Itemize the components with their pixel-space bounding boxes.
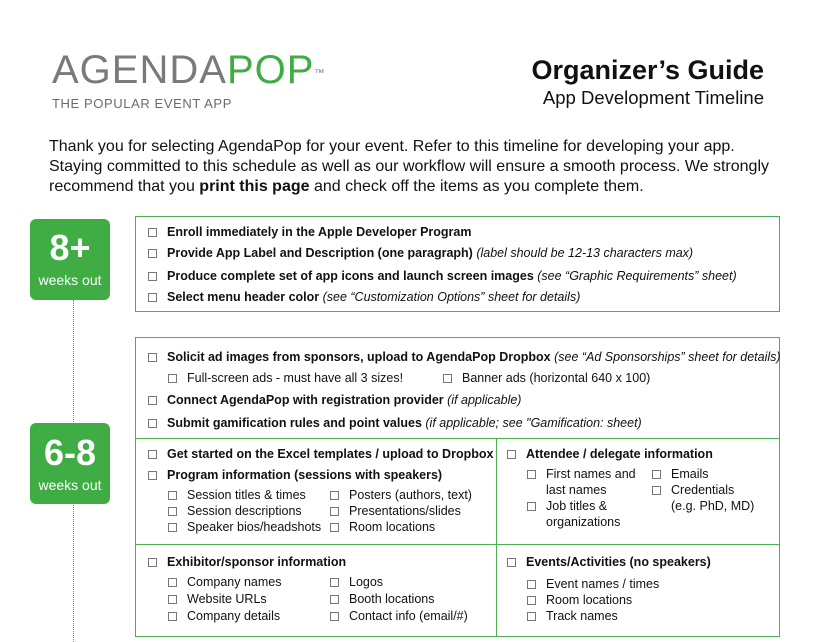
subitem-label: Website URLs bbox=[187, 592, 267, 606]
subitem-label: Company names bbox=[187, 575, 282, 589]
checklist-item-connect[interactable] bbox=[148, 392, 521, 408]
subitem-label: First names and bbox=[546, 467, 636, 481]
logo-agenda: AGENDA bbox=[52, 48, 227, 92]
subitem-label: Track names bbox=[546, 609, 618, 623]
checklist-item[interactable] bbox=[148, 268, 737, 284]
checklist-item-gamification[interactable] bbox=[148, 415, 642, 431]
item-label: Connect AgendaPop with registration provider bbox=[167, 393, 448, 407]
item-label: Produce complete set of app icons and launch screen images bbox=[167, 269, 538, 283]
item-label: Solicit ad images from sponsors, upload to AgendaPop Dropbox bbox=[167, 350, 555, 364]
checklist-subitem[interactable] bbox=[168, 487, 306, 503]
checkbox-icon[interactable] bbox=[652, 486, 661, 495]
checkbox-icon[interactable] bbox=[527, 580, 536, 589]
checklist-item[interactable] bbox=[148, 245, 693, 261]
item-note: (see “Customization Options” sheet for details) bbox=[322, 290, 581, 304]
divider bbox=[136, 438, 779, 439]
logo-trademark: ™ bbox=[314, 68, 326, 79]
logo-pop: POP bbox=[226, 48, 315, 92]
checkbox-icon[interactable] bbox=[330, 523, 339, 532]
checkbox-icon[interactable] bbox=[168, 491, 177, 500]
checkbox-icon[interactable] bbox=[330, 578, 339, 587]
checklist-item-program[interactable] bbox=[148, 467, 442, 483]
intro-text-start: Thank you for selecting AgendaPop for your event. Refer to this timeline for developing your app. Staying committed to this schedule as well as our workflow will ensure a smooth process. We strongly recommend that you bbox=[49, 138, 770, 195]
item-note: (see “Graphic Requirements” sheet) bbox=[537, 269, 737, 283]
divider bbox=[496, 438, 497, 636]
checklist-item-ads[interactable] bbox=[148, 349, 781, 365]
checkbox-icon[interactable] bbox=[330, 507, 339, 516]
subitem-label: Logos bbox=[349, 575, 384, 589]
title-block bbox=[531, 55, 764, 111]
checkbox-icon[interactable] bbox=[168, 374, 177, 383]
checklist-item-excel[interactable] bbox=[148, 446, 493, 462]
phase1-checklist-panel bbox=[135, 216, 780, 312]
checklist-subitem[interactable] bbox=[330, 487, 472, 503]
subitem-label: Emails bbox=[671, 467, 709, 481]
checklist-subitem[interactable] bbox=[168, 519, 321, 535]
item-label: Exhibitor/sponsor information bbox=[167, 555, 347, 569]
checkbox-icon[interactable] bbox=[148, 293, 157, 302]
checklist-item-events[interactable] bbox=[507, 554, 711, 570]
checkbox-icon[interactable] bbox=[148, 353, 157, 362]
checklist-subitem[interactable] bbox=[168, 574, 282, 590]
checklist-subitem[interactable] bbox=[527, 592, 632, 608]
checklist-subitem[interactable] bbox=[527, 498, 607, 514]
checklist-subitem[interactable] bbox=[168, 370, 403, 386]
subitem-label: Banner ads (horizontal 640 x 100) bbox=[462, 371, 651, 385]
subitem-continuation: organizations bbox=[546, 515, 621, 529]
item-label: Get started on the Excel templates / upload to Dropbox bbox=[167, 447, 494, 461]
checkbox-icon[interactable] bbox=[507, 450, 516, 459]
checklist-subitem[interactable] bbox=[168, 591, 267, 607]
item-label: Attendee / delegate information bbox=[526, 447, 713, 461]
logo-wordmark bbox=[52, 50, 325, 90]
subitem-label: Credentials bbox=[671, 483, 735, 497]
checkbox-icon[interactable] bbox=[168, 595, 177, 604]
checklist-item-attendee[interactable] bbox=[507, 446, 713, 462]
badge-number: 8+ bbox=[49, 227, 91, 268]
subitem-label: Full-screen ads - must have all 3 sizes! bbox=[187, 371, 404, 385]
intro-text-end: and check off the items as you complete them. bbox=[309, 178, 644, 195]
checklist-subitem[interactable] bbox=[330, 574, 383, 590]
subitem-label: Event names / times bbox=[546, 577, 660, 591]
checkbox-icon[interactable] bbox=[527, 502, 536, 511]
badge-label: weeks out bbox=[38, 477, 102, 493]
checklist-subitem[interactable] bbox=[168, 608, 280, 624]
badge-6-8-weeks bbox=[30, 423, 110, 504]
subitem-label: Posters (authors, text) bbox=[349, 488, 472, 502]
checkbox-icon[interactable] bbox=[148, 249, 157, 258]
subitem-continuation: last names bbox=[546, 483, 607, 497]
checkbox-icon[interactable] bbox=[527, 612, 536, 621]
subitem-label: Company details bbox=[187, 609, 281, 623]
checklist-subitem[interactable] bbox=[330, 608, 468, 624]
subitem-continuation: (e.g. PhD, MD) bbox=[671, 499, 755, 513]
subitem-label: Room locations bbox=[546, 593, 633, 607]
checkbox-icon[interactable] bbox=[330, 491, 339, 500]
checkbox-icon[interactable] bbox=[527, 470, 536, 479]
subitem-label: Speaker bios/headshots bbox=[187, 520, 322, 534]
checklist-subitem[interactable] bbox=[168, 503, 302, 519]
item-note: (label should be 12-13 characters max) bbox=[476, 246, 694, 260]
item-label: Select menu header color bbox=[167, 290, 323, 304]
item-label: Provide App Label and Description (one paragraph) bbox=[167, 246, 477, 260]
checkbox-icon[interactable] bbox=[527, 596, 536, 605]
item-note: (if applicable; see "Gamification: sheet) bbox=[425, 416, 642, 430]
item-label: Enroll immediately in the Apple Developer Program bbox=[167, 225, 472, 239]
checkbox-icon[interactable] bbox=[148, 471, 157, 480]
logo-tagline: THE POPULAR EVENT APP bbox=[52, 96, 232, 111]
subitem-label: Room locations bbox=[349, 520, 436, 534]
checklist-item-exhibitor[interactable] bbox=[148, 554, 346, 570]
checkbox-icon[interactable] bbox=[148, 272, 157, 281]
subitem-label: Job titles & bbox=[546, 499, 608, 513]
checkbox-icon[interactable] bbox=[148, 396, 157, 405]
page-subtitle: App Development Timeline bbox=[542, 87, 764, 108]
checklist-subitem[interactable] bbox=[330, 503, 461, 519]
checklist-item[interactable] bbox=[148, 224, 471, 240]
subitem-label: Presentations/slides bbox=[349, 504, 461, 518]
checkbox-icon[interactable] bbox=[330, 612, 339, 621]
subitem-label: Session descriptions bbox=[187, 504, 302, 518]
badge-label: weeks out bbox=[38, 272, 102, 288]
checklist-subitem[interactable] bbox=[527, 466, 636, 482]
item-note: (if applicable) bbox=[447, 393, 522, 407]
checklist-subitem[interactable] bbox=[330, 519, 435, 535]
checkbox-icon[interactable] bbox=[652, 470, 661, 479]
intro-paragraph bbox=[49, 137, 769, 197]
intro-bold-text: print this page bbox=[199, 178, 310, 195]
checklist-subitem[interactable] bbox=[527, 576, 659, 592]
checkbox-icon[interactable] bbox=[168, 523, 177, 532]
item-label: Events/Activities (no speakers) bbox=[526, 555, 711, 569]
item-note: (see “Ad Sponsorships” sheet for details) bbox=[554, 350, 781, 364]
checkbox-icon[interactable] bbox=[168, 507, 177, 516]
checkbox-icon[interactable] bbox=[148, 419, 157, 428]
checklist-subitem[interactable] bbox=[527, 608, 618, 624]
checkbox-icon[interactable] bbox=[148, 450, 157, 459]
page-title: Organizer’s Guide bbox=[531, 55, 764, 85]
checklist-item[interactable] bbox=[148, 289, 580, 305]
checkbox-icon[interactable] bbox=[148, 558, 157, 567]
item-label: Submit gamification rules and point values bbox=[167, 416, 426, 430]
agendapop-logo bbox=[52, 50, 325, 111]
checkbox-icon[interactable] bbox=[507, 558, 516, 567]
phase2-checklist-panel bbox=[135, 337, 780, 637]
checklist-subitem[interactable] bbox=[330, 591, 434, 607]
checkbox-icon[interactable] bbox=[330, 595, 339, 604]
badge-8-weeks bbox=[30, 219, 110, 300]
checklist-subitem[interactable] bbox=[443, 370, 650, 386]
subitem-label: Session titles & times bbox=[187, 488, 306, 502]
subitem-label: Booth locations bbox=[349, 592, 435, 606]
badge-number: 6-8 bbox=[43, 432, 97, 473]
subitem-label: Contact info (email/#) bbox=[349, 609, 468, 623]
checklist-subitem[interactable] bbox=[652, 466, 709, 482]
checkbox-icon[interactable] bbox=[148, 228, 157, 237]
checkbox-icon[interactable] bbox=[443, 374, 452, 383]
divider bbox=[136, 544, 779, 545]
checkbox-icon[interactable] bbox=[168, 612, 177, 621]
item-label: Program information (sessions with speakers) bbox=[167, 468, 443, 482]
checklist-subitem[interactable] bbox=[652, 482, 734, 498]
checkbox-icon[interactable] bbox=[168, 578, 177, 587]
